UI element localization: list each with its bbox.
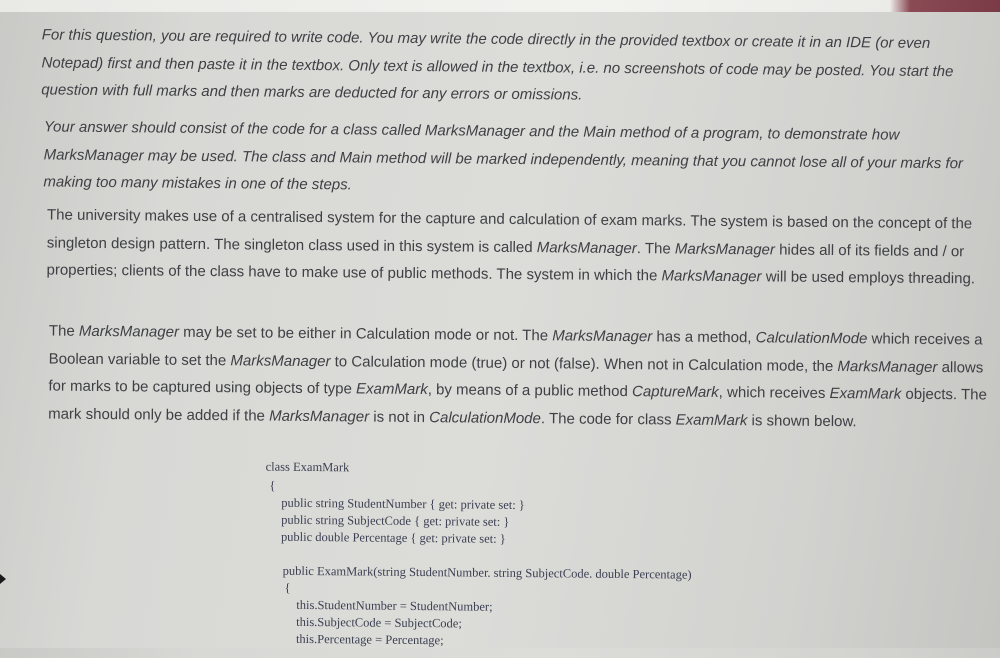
code-line-constructor-signature: public ExamMark(string StudentNumber. string SubjectCode. double Percentage) [282,563,692,582]
top-edge-band [0,0,1000,12]
mode-description-paragraph [48,317,991,436]
class-name-emphasis: MarksManager [269,407,370,426]
exammark-code-listing [265,459,866,648]
scenario-paragraph [46,201,992,293]
mode-text: , which receives [718,384,830,403]
type-name-emphasis: ExamMark [829,385,902,403]
class-name-emphasis: MarksManager [661,267,762,286]
code-line-open-brace: { [269,478,276,493]
mode-text: may be set to be either in Calculation mode or not. The [178,323,553,345]
mode-name-emphasis: CalculationMode [429,408,542,427]
code-line-student-number-property: public string StudentNumber { get: private set: } [281,495,525,513]
code-line-constructor-open-brace: { [284,580,291,595]
mode-text: has a method, [652,328,756,347]
type-name-emphasis: ExamMark [675,411,748,429]
mode-text: is shown below. [747,411,857,431]
code-line-assign-subject-code: this.SubjectCode = SubjectCode; [296,614,462,631]
mode-text: objects. The mark should only be added if the [48,385,987,425]
mode-text: to Calculation mode (true) or not (false). When not in Calculation mode, the [330,352,838,375]
left-edge-marker-icon [0,574,6,584]
class-name-emphasis: MarksManager [536,238,637,257]
class-name-emphasis: MarksManager [78,322,180,341]
mode-text: , by means of a public method [427,381,633,401]
class-name-emphasis: MarksManager [552,327,653,346]
code-line-subject-code-property: public string SubjectCode { get: private set: } [281,512,510,529]
method-name-emphasis: CalculationMode [755,329,868,348]
class-name-emphasis: MarksManager [674,240,776,259]
instructions-paragraph [41,21,992,113]
mode-text: allows for marks to be captured using objects of type [48,358,984,398]
scenario-text-3: hides all of its fields and / or properties; clients of the class have to make use of public methods. The system in which the [46,241,965,285]
code-line-assign-student-number: this.StudentNumber = StudentNumber; [296,597,493,614]
mode-text: is not in [369,408,430,426]
class-name-emphasis: MarksManager [230,351,331,370]
scenario-text-2: . The [636,239,675,258]
answer-requirements-paragraph [43,113,994,205]
scenario-text-1: The university makes use of a centralised system for the capture and calculation of exam marks. The system is based on the concept of the singleton design pattern. The singleton class used in this system is called [46,206,973,256]
question-page [0,12,1000,658]
answer-requirements-text: Your answer should consist of the code for a class called MarksManager and the Main method of a program, to demonstrate how MarksManager may be used. The class and Main method will be marked independently, meaning that you cannot lose all of your marks for making too many mistakes in one of the steps. [43,118,964,194]
type-name-emphasis: ExamMark [355,380,428,399]
mode-text: which receives a Boolean variable to set the [48,330,983,369]
code-line-assign-percentage: this.Percentage = Percentage; [295,631,444,648]
method-name-emphasis: CaptureMark [631,383,719,402]
scenario-text-4: will be used employs threading. [761,268,976,288]
code-line-percentage-property: public double Percentage { get: private set: } [280,529,506,546]
mode-text: . The code for class [540,409,676,429]
mode-text: The [48,322,80,340]
instructions-text: For this question, you are required to write code. You may write the code directly in the provided textbox or create it in an IDE (or even Notepad) first and then paste it in the textbox. Only text is allowed in the textbox, i.e. no screenshots of code may be posted. You start the question with full marks and then marks are deducted for any errors or omissions. [41,26,954,104]
class-name-emphasis: MarksManager [837,357,938,376]
code-line-class-declaration: class ExamMark [265,459,350,475]
